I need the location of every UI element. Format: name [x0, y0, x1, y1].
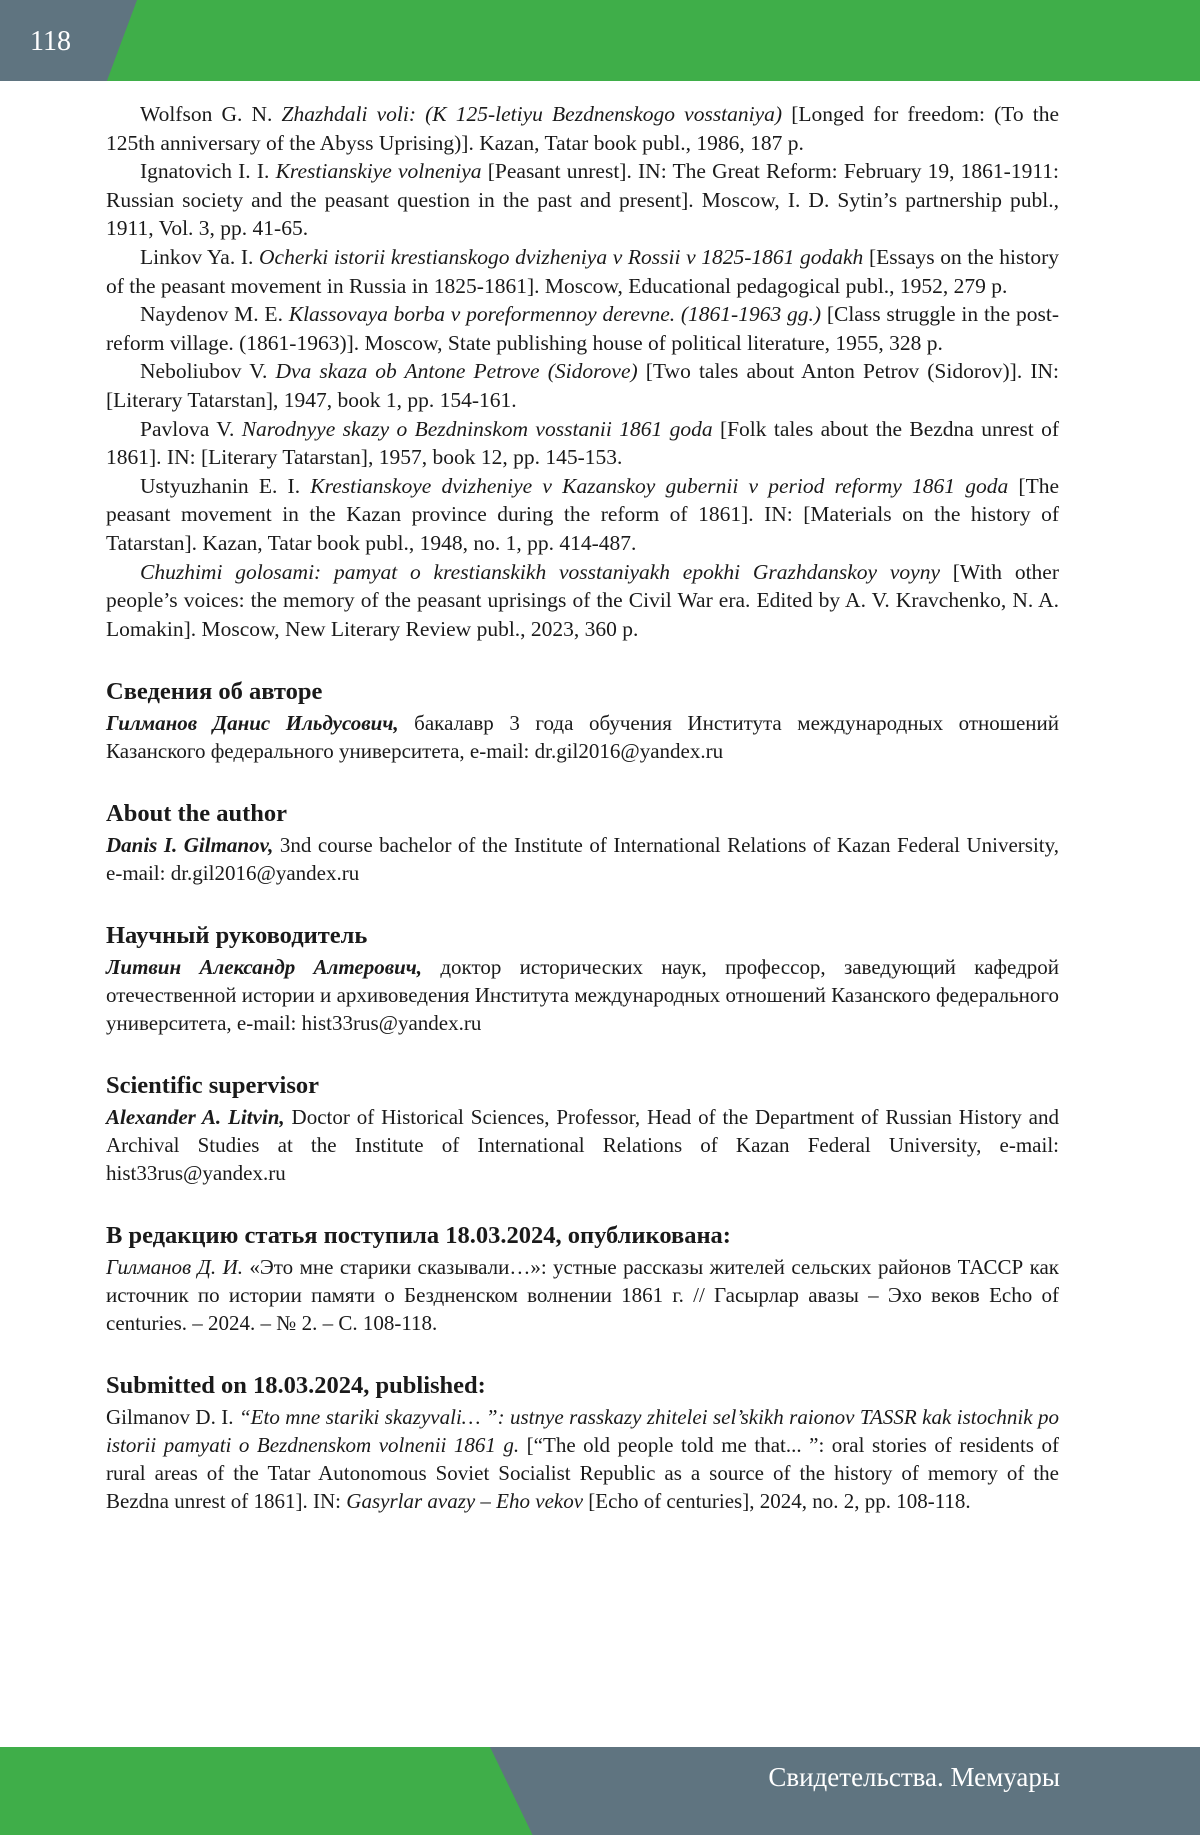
- person-description: Doctor of Historical Sciences, Professor, Head of the Department of Russian History and Archival Studies at the Institute of International Relations of Kazan Federal University, e-mail: hist33rus@yandex.ru: [106, 1105, 1059, 1186]
- page-content: [106, 100, 1059, 1515]
- citation-title: “Eto mne stariki skazyvali… ”: ustnye rasskazy zhitelei sel’skikh raionov TASSR kak istochnik po istorii pamyati o Bezdnenskom volnenii 1861 g.: [106, 1405, 1059, 1458]
- reference-details: [With other people’s voices: the memory of the peasant uprisings of the Civil War era. Edited by A. V. Kravchenko, N. A. Lomakin]. Moscow, New Literary Review publ., 2023, 360 p.: [106, 559, 1060, 641]
- header-band: [0, 0, 1200, 81]
- citation-details: «Это мне старики сказывали…»: устные рассказы жителей сельских районов ТАССР как источник по истории памяти о Бездненском волнении 1861 г. // Гасырлар авазы – Эхо веков Echo of centuries. – 2024. – № 2. – С. 108-118.: [106, 1255, 1059, 1336]
- reference-item: [106, 558, 1059, 644]
- supervisor-info-ru: [106, 921, 1059, 1037]
- section-heading: Сведения об авторе: [106, 678, 323, 706]
- reference-title: Krestianskiye volneniya: [275, 159, 482, 184]
- citation-details: [“The old people told me that... ”: oral stories of residents of rural areas of the Tatar Autonomous Soviet Socialist Republic as a source of the history of memory of the Bezdna unrest of 1861]. IN:: [106, 1433, 1059, 1514]
- reference-author: Ignatovich I. I.: [140, 159, 276, 184]
- footer-section-name: Свидетельства. Мемуары: [768, 1762, 1060, 1792]
- page-number: 118: [30, 26, 71, 57]
- reference-author: Neboliubov V.: [140, 359, 276, 384]
- section-text: [106, 1103, 1059, 1187]
- citation-author: Гилманов Д. И.: [106, 1255, 243, 1280]
- reference-details: [Longed for freedom: (To the 125th anniversary of the Abyss Uprising)]. Kazan, Tatar book publ., 1986, 187 p.: [106, 102, 1059, 155]
- reference-title: Krestianskoye dvizheniye v Kazanskoy gubernii v period reformy 1861 goda: [310, 473, 1009, 498]
- author-info-ru: [106, 677, 1059, 765]
- section-text: [106, 953, 1059, 1037]
- supervisor-info-en: [106, 1071, 1059, 1187]
- citation-ru: [106, 1221, 1059, 1337]
- reference-details: [The peasant movement in the Kazan province during the reform of 1861]. IN: [Materials on the history of Tatarstan]. Kazan, Tatar book publ., 1948, no. 1, pp. 414-487.: [106, 473, 1059, 555]
- section-heading: Научный руководитель: [106, 922, 368, 950]
- person-name: Danis I. Gilmanov,: [106, 833, 274, 858]
- reference-title: Zhazhdali voli: (K 125-letiyu Bezdnenskogo vosstaniya): [281, 102, 783, 126]
- citation-text: [106, 1253, 1059, 1337]
- section-text: [106, 831, 1059, 887]
- person-description: бакалавр 3 года обучения Института международных отношений Казанского федерального университета, e-mail: dr.gil2016@yandex.ru: [106, 711, 1059, 764]
- citation-author: Gilmanov D. I.: [106, 1405, 239, 1430]
- section-heading: Scientific supervisor: [106, 1072, 319, 1100]
- author-info-en: [106, 799, 1059, 887]
- reference-details: [Peasant unrest]. IN: The Great Reform: February 19, 1861-1911: Russian society and the peasant question in the past and present]. Moscow, I. D. Sytin’s partnership publ., 1911, Vol. 3, pp. 41-65.: [106, 159, 1060, 241]
- reference-details: [Two tales about Anton Petrov (Sidorov)]. IN: [Literary Tatarstan], 1947, book 1, pp. 154-161.: [106, 359, 1059, 412]
- reference-item: [106, 157, 1059, 243]
- reference-author: Pavlova V.: [140, 416, 242, 441]
- citation-text: [106, 1403, 1059, 1515]
- citation-en: [106, 1371, 1059, 1515]
- reference-item: [106, 415, 1059, 472]
- reference-item: [106, 243, 1059, 300]
- reference-item: [106, 472, 1059, 558]
- person-name: Alexander A. Litvin,: [106, 1105, 285, 1130]
- reference-title: Chuzhimi golosami: pamyat o krestianskikh vosstaniyakh epokhi Grazhdanskoy voyny: [140, 559, 940, 584]
- reference-details: [Class struggle in the post-reform village. (1861-1963)]. Moscow, State publishing house of political literature, 1955, 328 p.: [106, 302, 1059, 355]
- reference-item: [106, 300, 1059, 357]
- person-description: 3nd course bachelor of the Institute of International Relations of Kazan Federal University, e-mail: dr.gil2016@yandex.ru: [106, 833, 1059, 886]
- reference-author: Wolfson G. N.: [140, 102, 282, 126]
- person-name: Литвин Александр Алтерович,: [106, 955, 423, 980]
- reference-item: [106, 100, 1059, 157]
- reference-title: Narodnyye skazy o Bezdninskom vosstanii 1861 goda: [241, 416, 713, 441]
- section-text: [106, 709, 1059, 765]
- reference-list: [106, 100, 1059, 643]
- reference-author: Linkov Ya. I.: [140, 244, 260, 269]
- reference-item: [106, 357, 1059, 414]
- citation-journal: Gasyrlar avazy – Eho vekov: [346, 1489, 584, 1514]
- section-heading: About the author: [106, 800, 288, 828]
- reference-author: Naydenov M. E.: [140, 302, 289, 327]
- reference-details: [Essays on the history of the peasant movement in Russia in 1825-1861]. Moscow, Educational pedagogical publ., 1952, 279 p.: [106, 244, 1059, 298]
- reference-title: Klassovaya borba v poreformennoy derevne. (1861-1963 gg.): [288, 302, 822, 327]
- citation-tail: [Echo of centuries], 2024, no. 2, pp. 108-118.: [583, 1489, 971, 1514]
- section-heading: Submitted on 18.03.2024, published:: [106, 1372, 486, 1400]
- person-description: доктор исторических наук, профессор, заведующий кафедрой отечественной истории и архивоведения Института международных отношений Казанского федерального университета, e-mail: hist33rus@yandex.ru: [106, 955, 1059, 1036]
- section-heading: В редакцию статья поступила 18.03.2024, опубликована:: [106, 1222, 731, 1250]
- reference-title: Dva skaza ob Antone Petrove (Sidorove): [275, 359, 638, 384]
- reference-details: [Folk tales about the Bezdna unrest of 1861]. IN: [Literary Tatarstan], 1957, book 12, pp. 145-153.: [106, 416, 1059, 470]
- person-name: Гилманов Данис Ильдусович,: [106, 711, 399, 736]
- reference-title: Ocherki istorii krestianskogo dvizheniya v Rossii v 1825-1861 godakh: [259, 244, 864, 269]
- reference-author: Ustyuzhanin E. I.: [140, 473, 311, 498]
